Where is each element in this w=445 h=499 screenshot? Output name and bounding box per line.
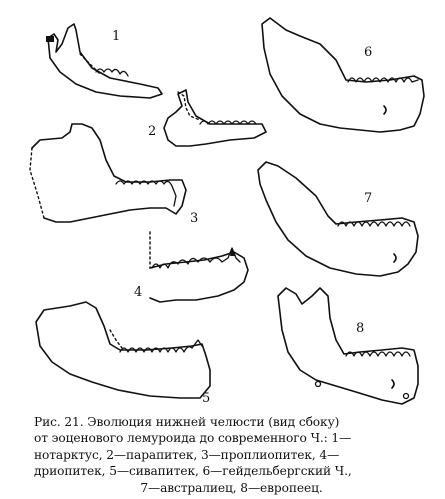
jaw-label-6: 6 [364, 45, 373, 60]
jaw-label-5: 5 [202, 391, 211, 406]
caption-line-4: дриопитек, 5—сивапитек, 6—гейдельбергский Ч., [34, 464, 352, 479]
jaw-1-notharctus [46, 24, 162, 98]
jaw-label-4: 4 [134, 285, 143, 300]
jaw-label-3: 3 [190, 211, 199, 226]
caption-line-2: от эоценового лемуроида до современного Ч.: 1— [34, 431, 352, 446]
jaw-label-8: 8 [356, 321, 365, 336]
caption-line-1: Рис. 21. Эволюция нижней челюсти (вид сбоку) [34, 415, 340, 429]
caption-line-5: 7—австралиец, 8—европеец. [140, 480, 323, 495]
jaw-7-australian [258, 162, 418, 276]
jaw-2-parapithecus [164, 90, 266, 146]
jaw-4-dryopithecus [150, 232, 248, 302]
jaw-label-2: 2 [148, 124, 157, 139]
jaw-label-1: 1 [112, 29, 121, 44]
caption-line-3: нотарктус, 2—парапитек, 3—проплиопитек, 4— [34, 447, 340, 462]
figure-caption [34, 414, 429, 496]
jaw-6-heidelberg [262, 18, 424, 132]
jaw-3-propliopithecus [30, 124, 186, 222]
jaw-8-european [278, 288, 418, 404]
jaw-5-sivapithecus [36, 302, 210, 398]
jaw-label-7: 7 [364, 191, 373, 206]
